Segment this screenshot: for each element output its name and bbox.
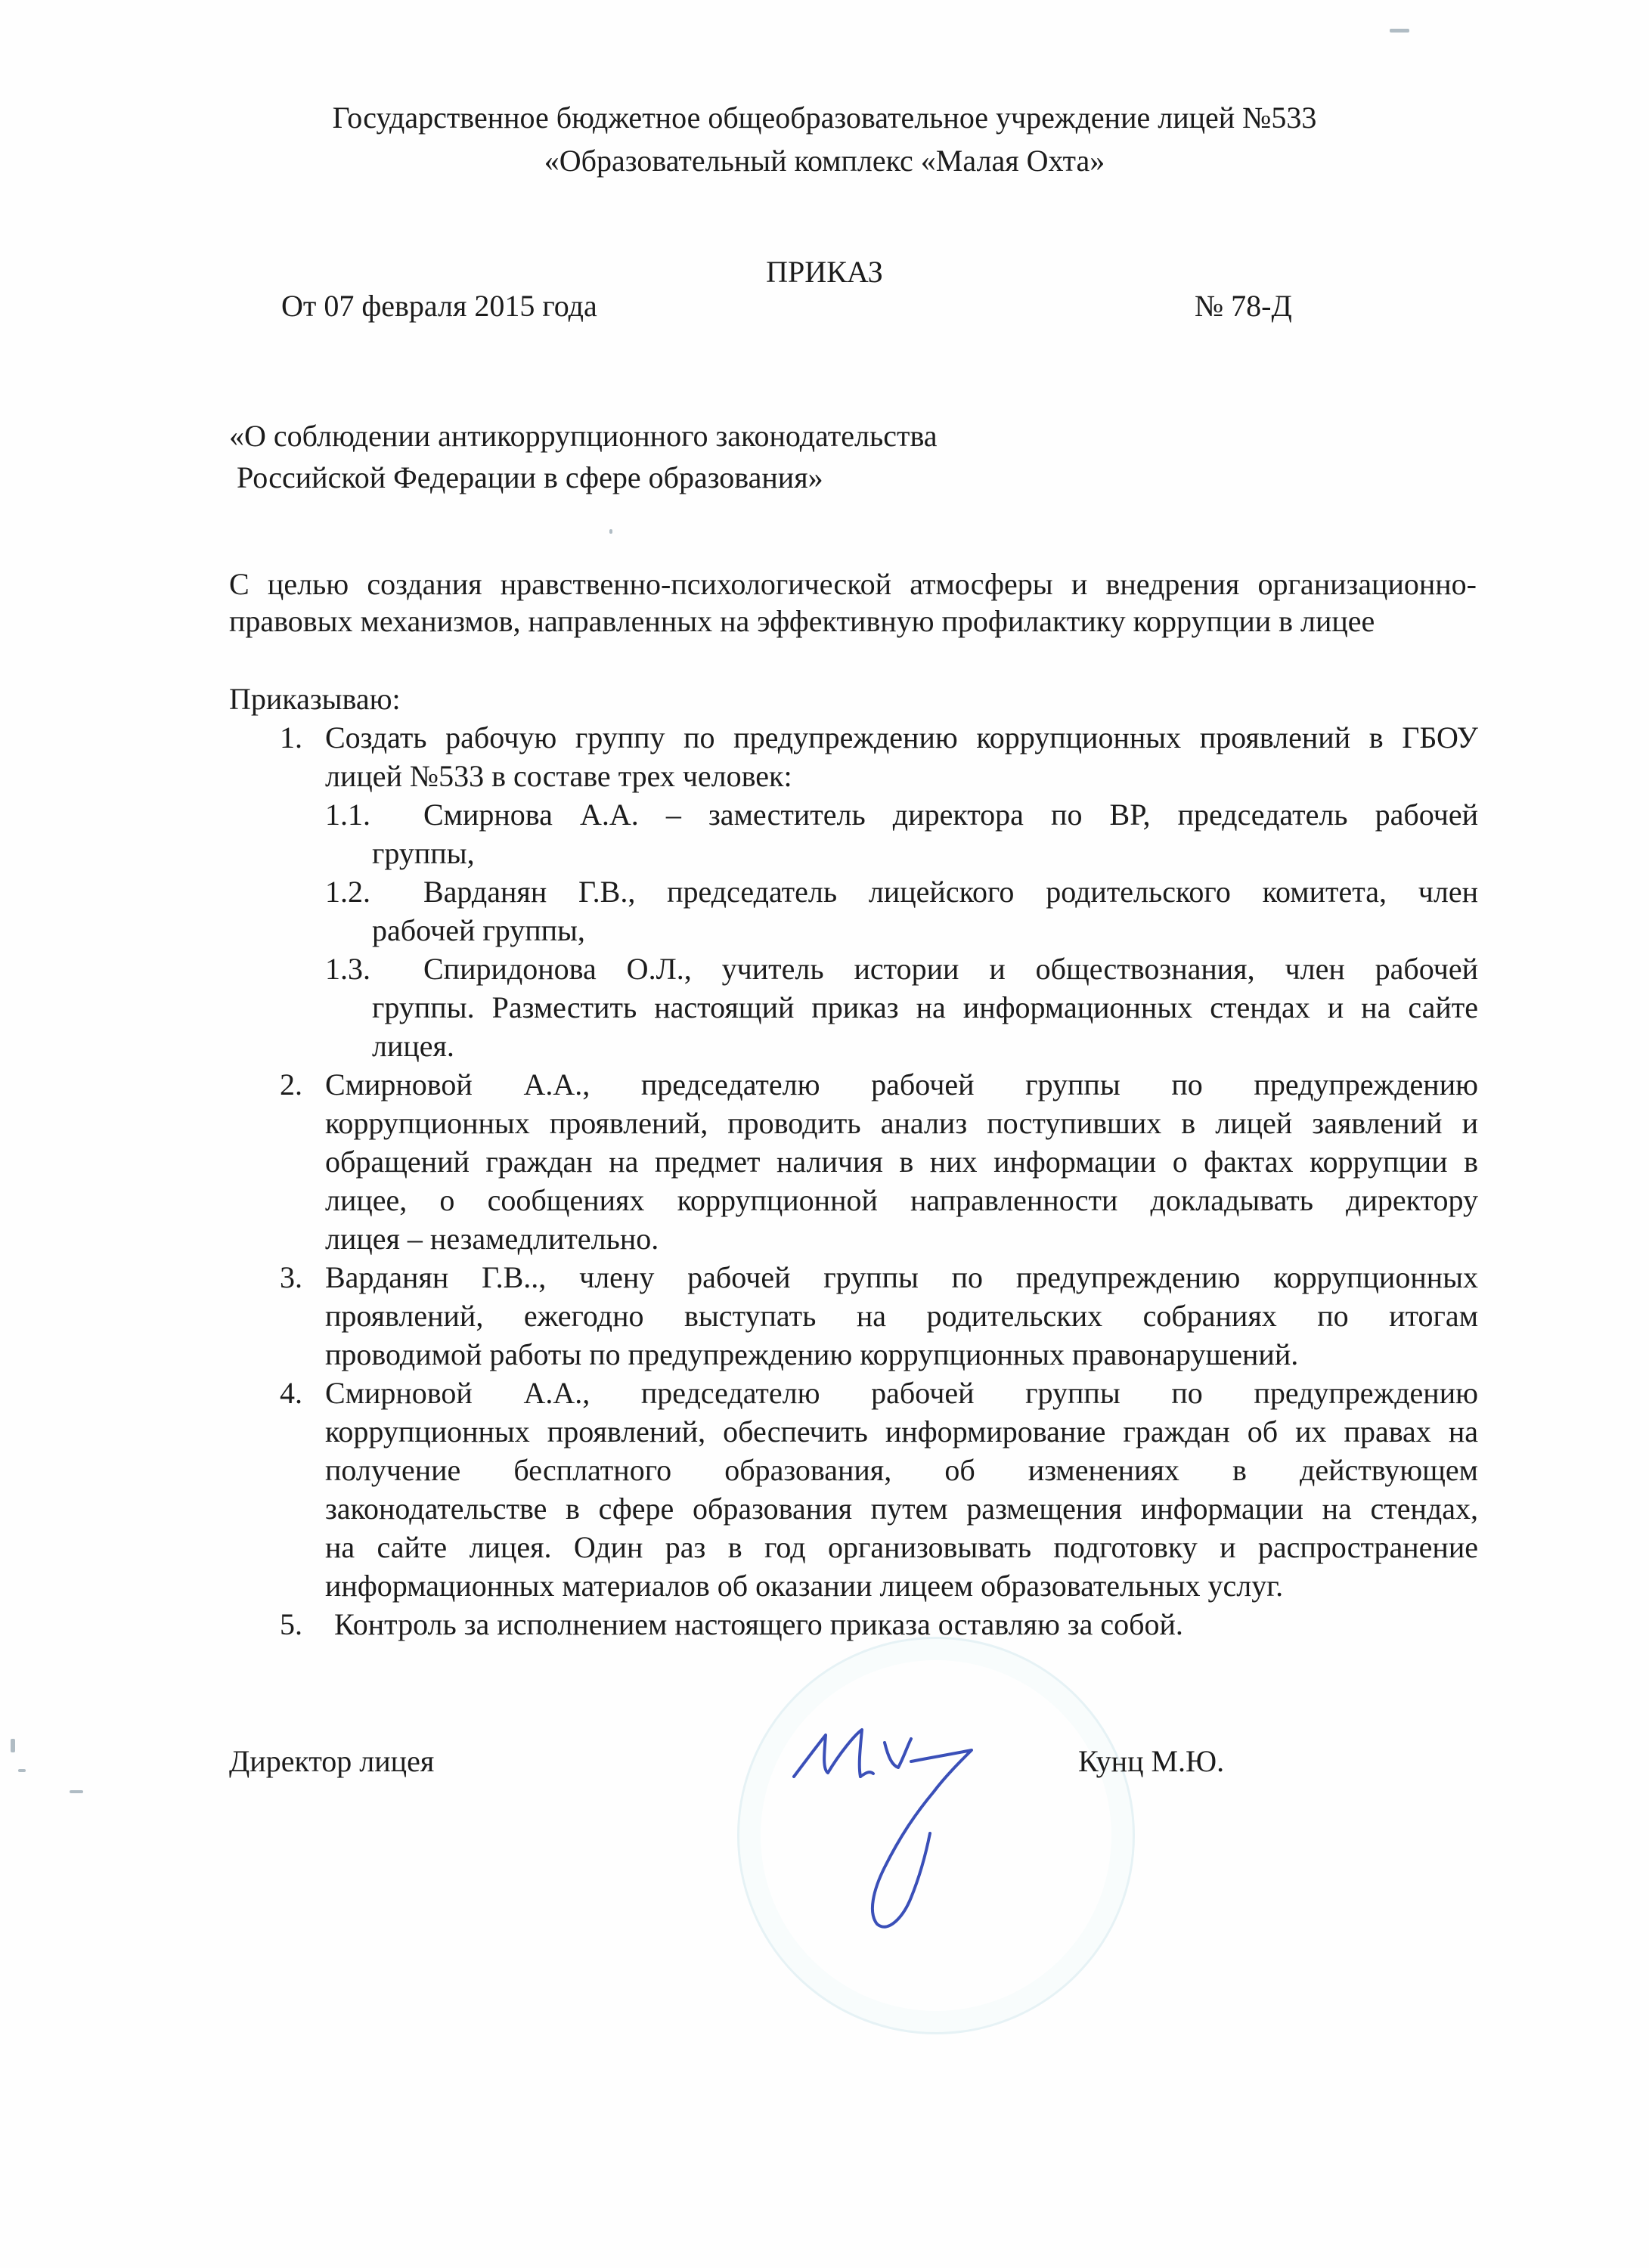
item-number: 4. — [280, 1376, 302, 1410]
item-number: 2. — [280, 1067, 302, 1101]
subitem-number: 1.1. — [325, 798, 370, 832]
item-2-line-1: Смирновой А.А., председателю рабочей группы по предупреждению — [325, 1067, 1478, 1101]
item-1-line-2: лицей №533 в составе трех человек: — [325, 759, 792, 793]
scan-speck — [609, 529, 612, 534]
item-4-line-4: законодательстве в сфере образования путем размещения информации на стендах, — [325, 1492, 1478, 1526]
order-subject-line-1: «О соблюдении антикоррупционного законодательства — [229, 419, 938, 453]
subitem-1-2-line-2: рабочей группы, — [372, 913, 585, 947]
item-5-line-1: Контроль за исполнением настоящего приказа оставляю за собой. — [334, 1607, 1183, 1641]
item-1-line-1: Создать рабочую группу по предупреждению коррупционных проявлений в ГБОУ — [325, 720, 1478, 754]
handwritten-signature — [771, 1701, 1021, 1943]
item-2-line-4: лицее, о сообщениях коррупционной направленности докладывать директору — [325, 1183, 1478, 1217]
item-2-line-5: лицея – незамедлительно. — [325, 1222, 659, 1256]
item-2-line-3: обращений граждан на предмет наличия в них информации о фактах коррупции в — [325, 1145, 1478, 1179]
order-date: От 07 февраля 2015 года — [281, 289, 597, 323]
orders-heading: Приказываю: — [229, 682, 401, 716]
subitem-1-1-line-1: Смирнова А.А. – заместитель директора по ВР, председатель рабочей — [423, 798, 1478, 832]
item-3-line-1: Варданян Г.В.., члену рабочей группы по предупреждению коррупционных — [325, 1260, 1478, 1294]
item-4-line-6: информационных материалов об оказании лицеем образовательных услуг. — [325, 1569, 1284, 1603]
scan-speck — [11, 1739, 15, 1752]
item-number: 3. — [280, 1260, 302, 1294]
item-number: 5. — [280, 1607, 302, 1641]
item-4-line-2: коррупционных проявлений, обеспечить информирование граждан об их правах на — [325, 1414, 1478, 1448]
subitem-1-3-line-1: Спиридонова О.Л., учитель истории и обществознания, член рабочей — [423, 952, 1478, 986]
subitem-1-2-line-1: Варданян Г.В., председатель лицейского родительского комитета, член — [423, 875, 1478, 909]
preamble-line-2: правовых механизмов, направленных на эффективную профилактику коррупции в лицее — [229, 604, 1375, 638]
institution-name: Государственное бюджетное общеобразовательное учреждение лицей №533 — [332, 101, 1317, 135]
signatory-name: Кунц М.Ю. — [1078, 1744, 1225, 1778]
order-title: ПРИКАЗ — [766, 255, 883, 289]
item-4-line-3: получение бесплатного образования, об изменениях в действующем — [325, 1453, 1478, 1487]
item-number: 1. — [280, 720, 302, 754]
scan-speck — [1390, 29, 1409, 33]
subitem-number: 1.3. — [325, 952, 370, 986]
signatory-position: Директор лицея — [229, 1744, 435, 1778]
subitem-1-3-line-3: лицея. — [372, 1029, 454, 1063]
item-3-line-3: проводимой работы по предупреждению коррупционных правонарушений. — [325, 1337, 1299, 1371]
subitem-1-3-line-2: группы. Разместить настоящий приказ на информационных стендах и на сайте — [372, 990, 1478, 1024]
item-3-line-2: проявлений, ежегодно выступать на родительских собраниях по итогам — [325, 1299, 1478, 1333]
scan-speck — [18, 1769, 26, 1772]
scan-speck — [70, 1790, 83, 1793]
order-number: № 78-Д — [1195, 289, 1292, 323]
item-4-line-5: на сайте лицея. Один раз в год организовывать подготовку и распространение — [325, 1530, 1478, 1564]
item-2-line-2: коррупционных проявлений, проводить анализ поступивших в лицей заявлений и — [325, 1106, 1478, 1140]
institution-subtitle: «Образовательный комплекс «Малая Охта» — [544, 144, 1105, 178]
order-subject-line-2: Российской Федерации в сфере образования» — [237, 460, 823, 494]
item-4-line-1: Смирновой А.А., председателю рабочей группы по предупреждению — [325, 1376, 1478, 1410]
subitem-number: 1.2. — [325, 875, 370, 909]
subitem-1-1-line-2: группы, — [372, 836, 475, 870]
preamble-line-1: С целью создания нравственно-психологической атмосферы и внедрения организационно- — [229, 567, 1477, 601]
